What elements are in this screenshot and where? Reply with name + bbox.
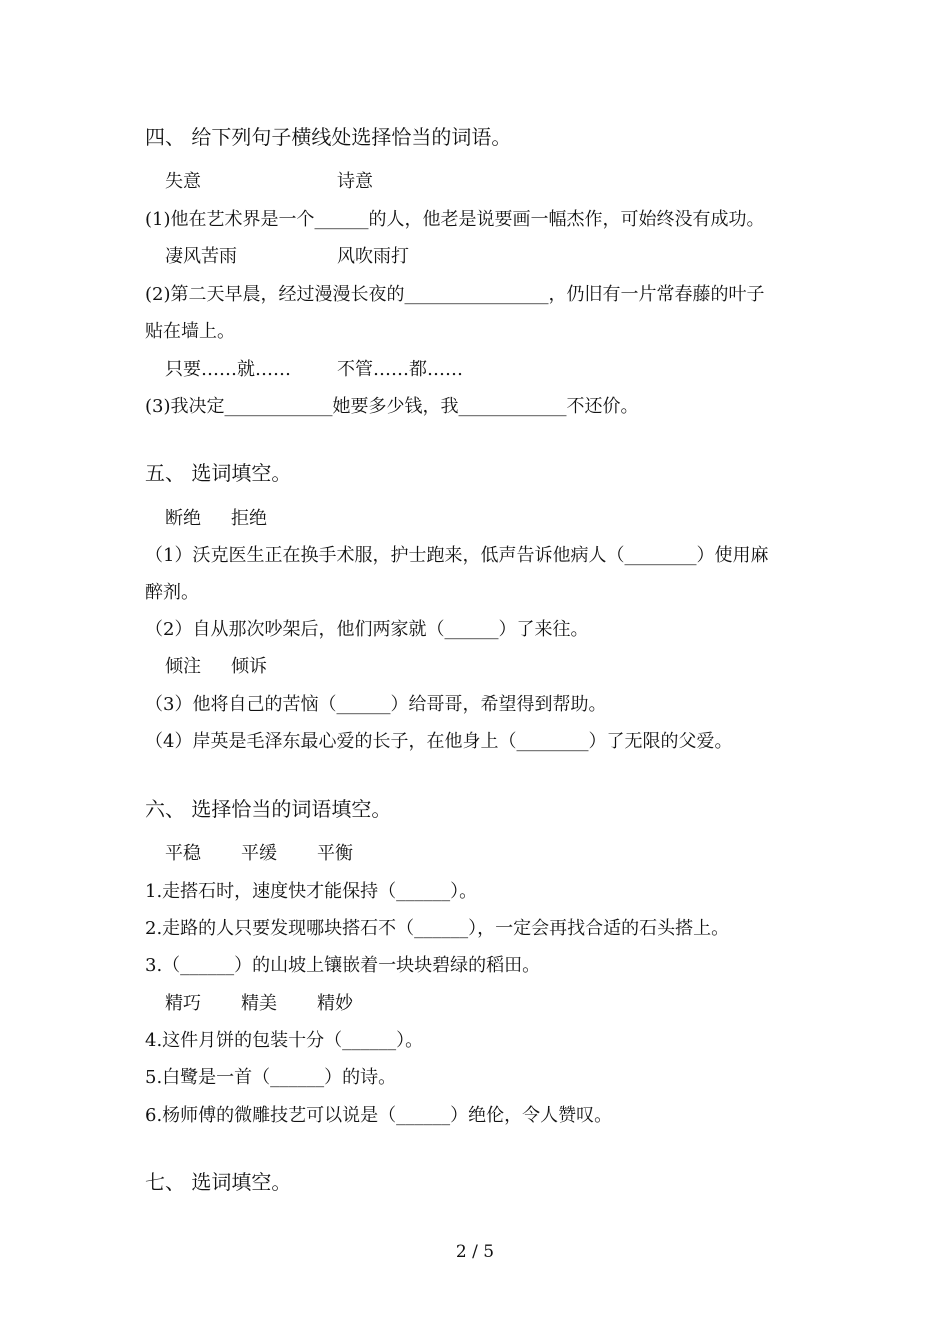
word-choice: 倾注 (165, 656, 201, 677)
word-choice: 平稳 (165, 843, 201, 864)
section-6-question-2: 2.走路的人只要发现哪块搭石不（______），一定会再找合适的石头搭上。 (145, 918, 730, 939)
word-choice: 凄风苦雨 (165, 246, 237, 267)
section-6-word-choices-2 (165, 992, 353, 1016)
section-4-word-choices-2 (165, 245, 409, 269)
word-choice: 失意 (165, 171, 201, 192)
section-6-question-5: 5.白鹭是一首（______）的诗。 (145, 1067, 397, 1088)
section-5-heading: 五、 选词填空。 (145, 461, 292, 485)
section-7-heading: 七、 选词填空。 (145, 1170, 292, 1194)
section-6-word-choices-1 (165, 842, 353, 866)
word-choice: 平衡 (317, 843, 353, 864)
section-6-question-3: 3.（______）的山坡上镶嵌着一块块碧绿的稻田。 (145, 955, 541, 976)
section-5-question-2: （2）自从那次吵架后，他们两家就（______）了来往。 (145, 619, 589, 640)
word-choice: 诗意 (337, 171, 373, 192)
section-4-word-choices-3 (165, 358, 463, 382)
section-4-heading: 四、 给下列句子横线处选择恰当的词语。 (145, 125, 512, 149)
section-4-question-2-line-2: 贴在墙上。 (145, 321, 235, 342)
section-4-question-2-line-1: (2)第二天早晨，经过漫漫长夜的________________，仍旧有一片常春藤的叶子 (145, 284, 765, 305)
section-6-question-4: 4.这件月饼的包装十分（______）。 (145, 1030, 424, 1051)
word-choice: 拒绝 (231, 508, 267, 529)
section-6-heading: 六、 选择恰当的词语填空。 (145, 797, 392, 821)
section-5-question-1-line-2: 醉剂。 (145, 582, 199, 603)
word-choice: 精妙 (317, 993, 353, 1014)
section-5-question-3: （3）他将自己的苦恼（______）给哥哥，希望得到帮助。 (145, 694, 607, 715)
section-4-word-choices-1 (165, 170, 373, 194)
section-6-question-6: 6.杨师傅的微雕技艺可以说是（______）绝伦，令人赞叹。 (145, 1105, 613, 1126)
section-5-word-choices-2 (165, 655, 267, 679)
word-choice: 精巧 (165, 993, 201, 1014)
section-5-question-1-line-1: （1）沃克医生正在换手术服，护士跑来，低声告诉他病人（________）使用麻 (145, 545, 769, 566)
word-choice: 不管……都…… (337, 359, 463, 380)
word-choice: 风吹雨打 (337, 246, 409, 267)
page-number: 2 / 5 (455, 1242, 495, 1262)
section-6-question-1: 1.走搭石时，速度快才能保持（______）。 (145, 881, 478, 902)
word-choice: 平缓 (241, 843, 277, 864)
word-choice: 精美 (241, 993, 277, 1014)
word-choice: 倾诉 (231, 656, 267, 677)
section-5-question-4: （4）岸英是毛泽东最心爱的长子，在他身上（________）了无限的父爱。 (145, 731, 733, 752)
section-5-word-choices-1 (165, 507, 267, 531)
section-4-question-1: (1)他在艺术界是一个______的人，他老是说要画一幅杰作，可始终没有成功。 (145, 209, 765, 230)
word-choice: 只要……就…… (165, 359, 291, 380)
word-choice: 断绝 (165, 508, 201, 529)
section-4-question-3: (3)我决定____________她要多少钱，我____________不还价。 (145, 396, 639, 417)
